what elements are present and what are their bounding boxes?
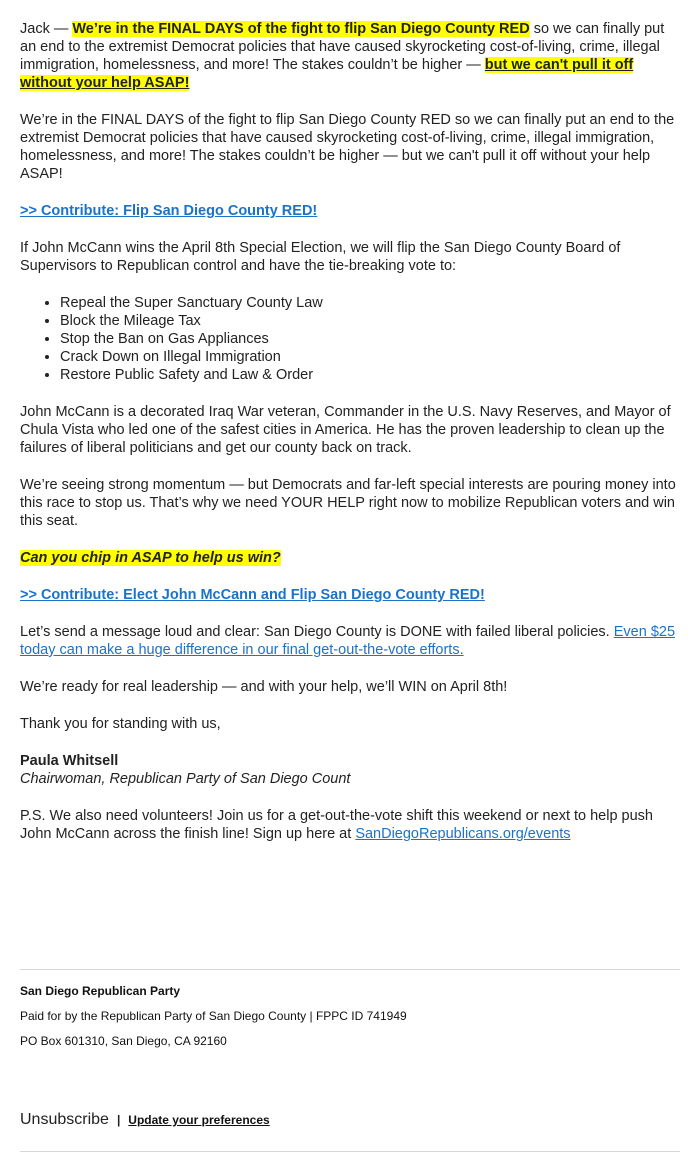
ps-text: P.S. We also need volunteers! Join us for a get-out-the-vote shift this weekend or next to help push John McCann across the finish line! Sign up here at (20, 808, 654, 842)
intro-paragraph (20, 20, 680, 92)
contribute-flip-red-link[interactable]: >> Contribute: Flip San Diego County RED! (20, 203, 318, 219)
signature-name: Paula Whitsell (20, 753, 119, 769)
cta-block-1 (20, 202, 680, 220)
unsubscribe-link[interactable]: Unsubscribe (20, 1111, 109, 1128)
intro-highlight-final-days: We’re in the FINAL DAYS of the fight to flip San Diego County RED (72, 21, 530, 37)
goals-list (20, 294, 680, 384)
signature-block (20, 752, 680, 788)
contribute-elect-mccann-link[interactable]: >> Contribute: Elect John McCann and Flip San Diego County RED! (20, 587, 485, 603)
signature-title: Chairwoman, Republican Party of San Diego Count (20, 771, 351, 787)
cta-block-2 (20, 586, 680, 604)
intro-highlight-help-asap: but we can't pull it off without your help ASAP! (20, 57, 634, 91)
list-item: • Repeal the Super Sanctuary County Law (60, 294, 680, 312)
list-item: • Restore Public Safety and Law & Order (60, 366, 680, 384)
thanks-line: Thank you for standing with us, (20, 716, 221, 732)
links-separator: | (116, 1113, 121, 1127)
volunteer-events-link[interactable]: SanDiegoRepublicans.org/events (355, 826, 571, 842)
intro-middle-text: so we can finally put an end to the extremist Democrat policies that have caused skyrocketing cost-of-living, crime, illegal immigration, homelessness, and more! The stakes couldn’t be higher — (20, 21, 665, 73)
ask-block (20, 549, 680, 567)
footer-paid-for: Paid for by the Republican Party of San Diego County | FPPC ID 741949 (20, 1009, 407, 1023)
chip-in-ask: Can you chip in ASAP to help us win? (20, 550, 281, 566)
message-paragraph (20, 623, 680, 659)
momentum-paragraph: We’re seeing strong momentum — but Democrats and far-left special interests are pouring money into this race to stop us. That’s why we need YOUR HELP right now to mobilize Republican voters and win this seat. (20, 477, 676, 529)
footer-org-name: San Diego Republican Party (20, 984, 181, 998)
footer-divider-bottom (20, 1151, 680, 1152)
salutation: Jack — (20, 21, 69, 37)
election-paragraph: If John McCann wins the April 8th Special Election, we will flip the San Diego County Board of Supervisors to Republican control and have the tie-breaking vote to: (20, 240, 621, 274)
message-text: Let’s send a message loud and clear: San Diego County is DONE with failed liberal policies. (20, 624, 610, 640)
even-25-donate-link[interactable]: Even $25 today can make a huge difference in our final get-out-the-vote efforts. (20, 624, 676, 658)
list-item: • Crack Down on Illegal Immigration (60, 348, 680, 366)
repeat-paragraph: We’re in the FINAL DAYS of the fight to flip San Diego County RED so we can finally put an end to the extremist Democrat policies that have caused skyrocketing cost-of-living, crime, illegal immigration, homelessness, and more! The stakes couldn’t be higher — but we can't pull it off without your help ASAP! (20, 112, 675, 182)
update-preferences-link[interactable]: Update your preferences (128, 1113, 270, 1127)
list-item: • Stop the Ban on Gas Appliances (60, 330, 680, 348)
ps-paragraph (20, 807, 680, 843)
list-item: • Block the Mileage Tax (60, 312, 680, 330)
footer (20, 970, 680, 1049)
bio-paragraph: John McCann is a decorated Iraq War veteran, Commander in the U.S. Navy Reserves, and Mayor of Chula Vista who led one of the safest cities in America. He has the proven leadership to clean up the failures of liberal politicians and get our county back on track. (20, 404, 671, 456)
footer-address: PO Box 601310, San Diego, CA 92160 (20, 1034, 227, 1048)
footer-links (20, 1110, 680, 1151)
ready-line: We’re ready for real leadership — and with your help, we’ll WIN on April 8th! (20, 679, 508, 695)
